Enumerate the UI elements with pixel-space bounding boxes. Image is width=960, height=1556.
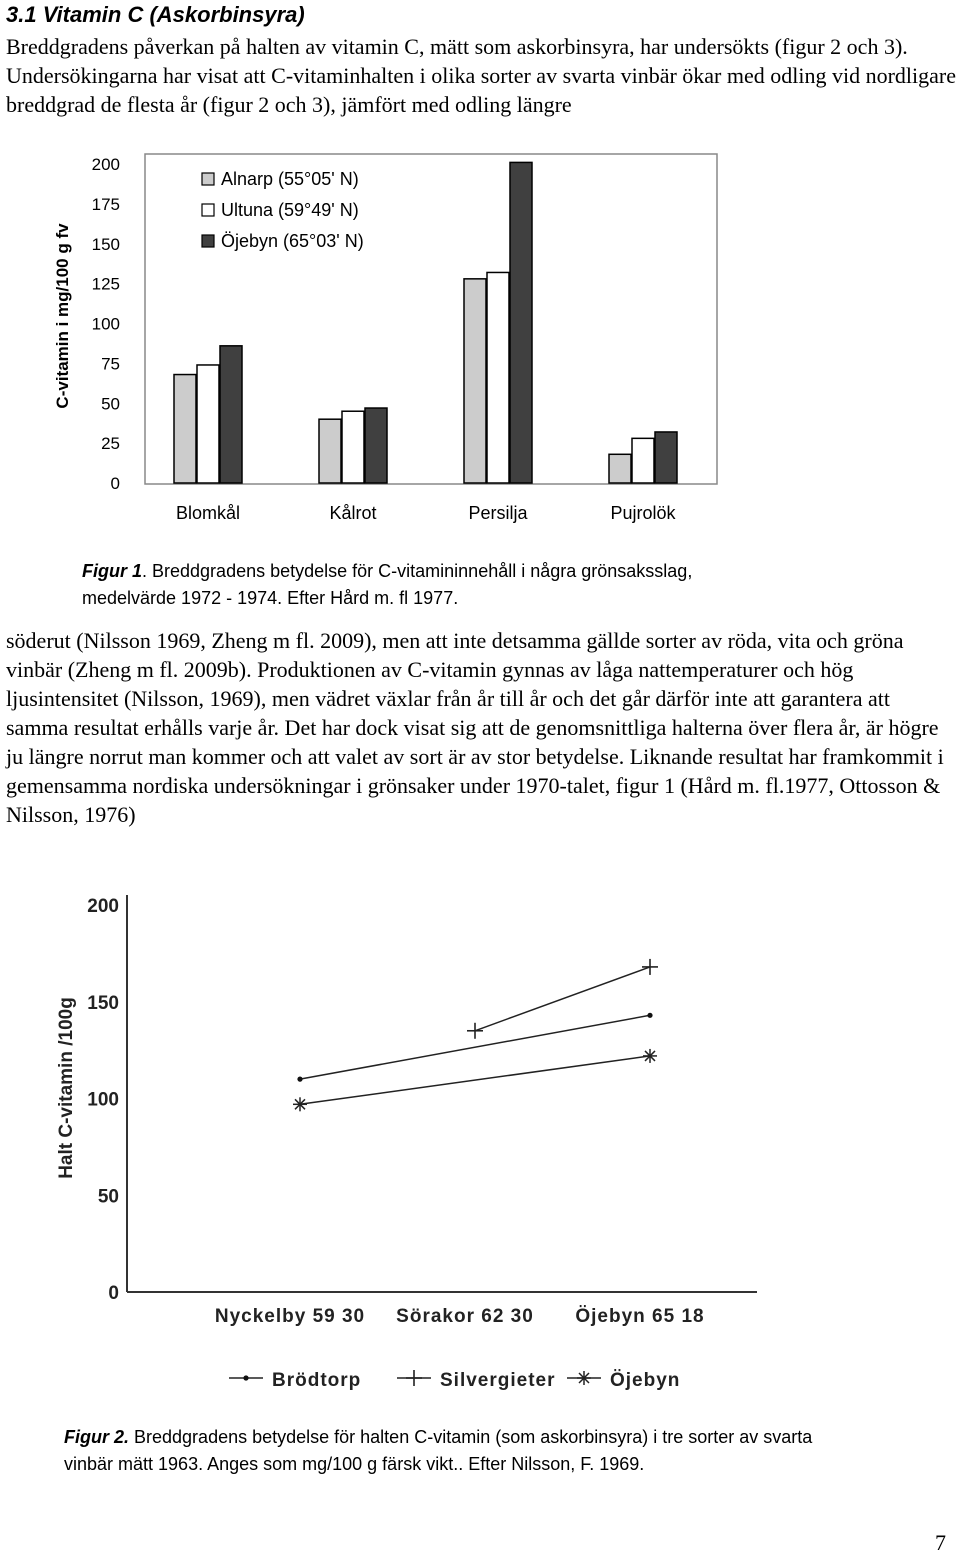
fig1-y-tick-label: 200 [91, 155, 120, 174]
figure-2-caption-text: Breddgradens betydelse för halten C-vitamin (som askorbinsyra) i tre sorter av svarta vinbär mätt 1963. Anges som mg/100 g färsk vikt.. Efter Nilsson, F. 1969. [64, 1427, 813, 1474]
fig1-y-tick-label: 125 [91, 274, 120, 294]
fig2-point [297, 1077, 302, 1082]
fig1-y-tick-label: 0 [110, 474, 120, 493]
fig2-point [467, 1023, 483, 1039]
fig2-series [293, 959, 658, 1111]
fig2-legend [229, 1370, 680, 1391]
fig2-point [243, 1375, 248, 1380]
fig1-y-tick-label: 100 [91, 314, 120, 334]
fig1-category-label: Pujrolök [610, 503, 676, 523]
fig2-category-label: Sörakor 62 30 [396, 1306, 534, 1327]
figure-1-caption-label: Figur 1 [82, 561, 143, 581]
figure-1-caption-text: . Breddgradens betydelse för C-vitamininnehåll i några grönsaksslag, medelvärde 1972 - 1974. Efter Hård m. fl 1977. [82, 561, 693, 608]
section-heading: 3.1 Vitamin C (Askorbinsyra) [6, 2, 305, 27]
fig2-point [647, 1013, 652, 1018]
fig2-point [642, 959, 658, 975]
fig2-y-tick-label: 0 [108, 1283, 119, 1304]
fig2-legend-label: Brödtorp [272, 1370, 362, 1391]
fig2-y-tick-label: 50 [97, 1186, 119, 1208]
fig2-series-line [300, 1056, 650, 1104]
fig2-legend-label: Öjebyn [610, 1370, 681, 1391]
intro-paragraph: Breddgradens påverkan på halten av vitamin C, mätt som askorbinsyra, har undersökts (figur 2 och 3). Undersökingarna har visat att C-vitaminhalten i olika sorter av svarta vinbär ökar med odling vid nordligare breddgrad de flesta år (figur 2 och 3), jämfört med odling längre [6, 34, 957, 117]
fig2-y-tick-label: 200 [87, 896, 119, 917]
fig2-y-ticks [87, 896, 119, 1304]
fig1-category-label: Persilja [468, 503, 528, 523]
fig1-y-tick-label: 175 [91, 194, 120, 214]
fig1-y-tick-label: 150 [91, 234, 120, 254]
fig2-point [577, 1371, 591, 1385]
figure-2-caption-label: Figur 2. [64, 1427, 130, 1447]
fig1-legend-label: Alnarp (55°05' N) [221, 169, 359, 189]
fig2-y-axis-label: Halt C-vitamin /100g [56, 997, 77, 1179]
page-number: 7 [935, 1530, 946, 1555]
fig2-legend-label: Silvergieter [440, 1370, 556, 1391]
fig2-y-tick-label: 100 [87, 1089, 119, 1111]
fig1-y-tick-label: 25 [101, 434, 120, 454]
fig2-series-line [475, 967, 650, 1031]
fig2-point [406, 1370, 422, 1386]
fig1-y-tick-label: 50 [101, 394, 120, 414]
fig2-category-labels [215, 1306, 705, 1327]
fig2-y-tick-label: 150 [87, 992, 119, 1014]
figure-2-caption [64, 1424, 824, 1478]
fig1-category-label: Blomkål [175, 503, 241, 523]
fig2-point [293, 1097, 307, 1111]
fig2-category-label: Öjebyn 65 18 [575, 1306, 705, 1327]
fig1-y-tick-label: 75 [101, 354, 120, 374]
fig1-y-axis-label: C-vitamin i mg/100 g fv [53, 223, 72, 409]
fig2-category-label: Nyckelby 59 30 [214, 1306, 366, 1327]
fig1-category-label: Kålrot [329, 503, 377, 523]
fig1-legend-label: Öjebyn (65°03' N) [221, 231, 364, 251]
body-paragraph: söderut (Nilsson 1969, Zheng m fl. 2009), men att inte detsamma gällde sorter av röda, vita och gröna vinbär (Zheng m fl. 2009b). Produktionen av C-vitamin gynnas av låga nattemperaturer och hög ljusintensitet (Nilsson, 1969), men vädret växlar från år till år och det går därför inte att garantera att samma resultat erhålls varje år. Det har dock visat sig att de genomsnittliga halterna över flera år, är högre ju längre norrut man kommer och att valet av sort är av stor betydelse. Liknande resultat har framkommit i gemensamma nordiska undersökningar i grönsaker under 1970-talet, figur 1 (Hård m. fl.1977, Ottosson & Nilsson, 1976) [6, 628, 944, 827]
fig1-legend-label: Ultuna (59°49' N) [221, 200, 359, 220]
fig2-point [643, 1049, 657, 1063]
